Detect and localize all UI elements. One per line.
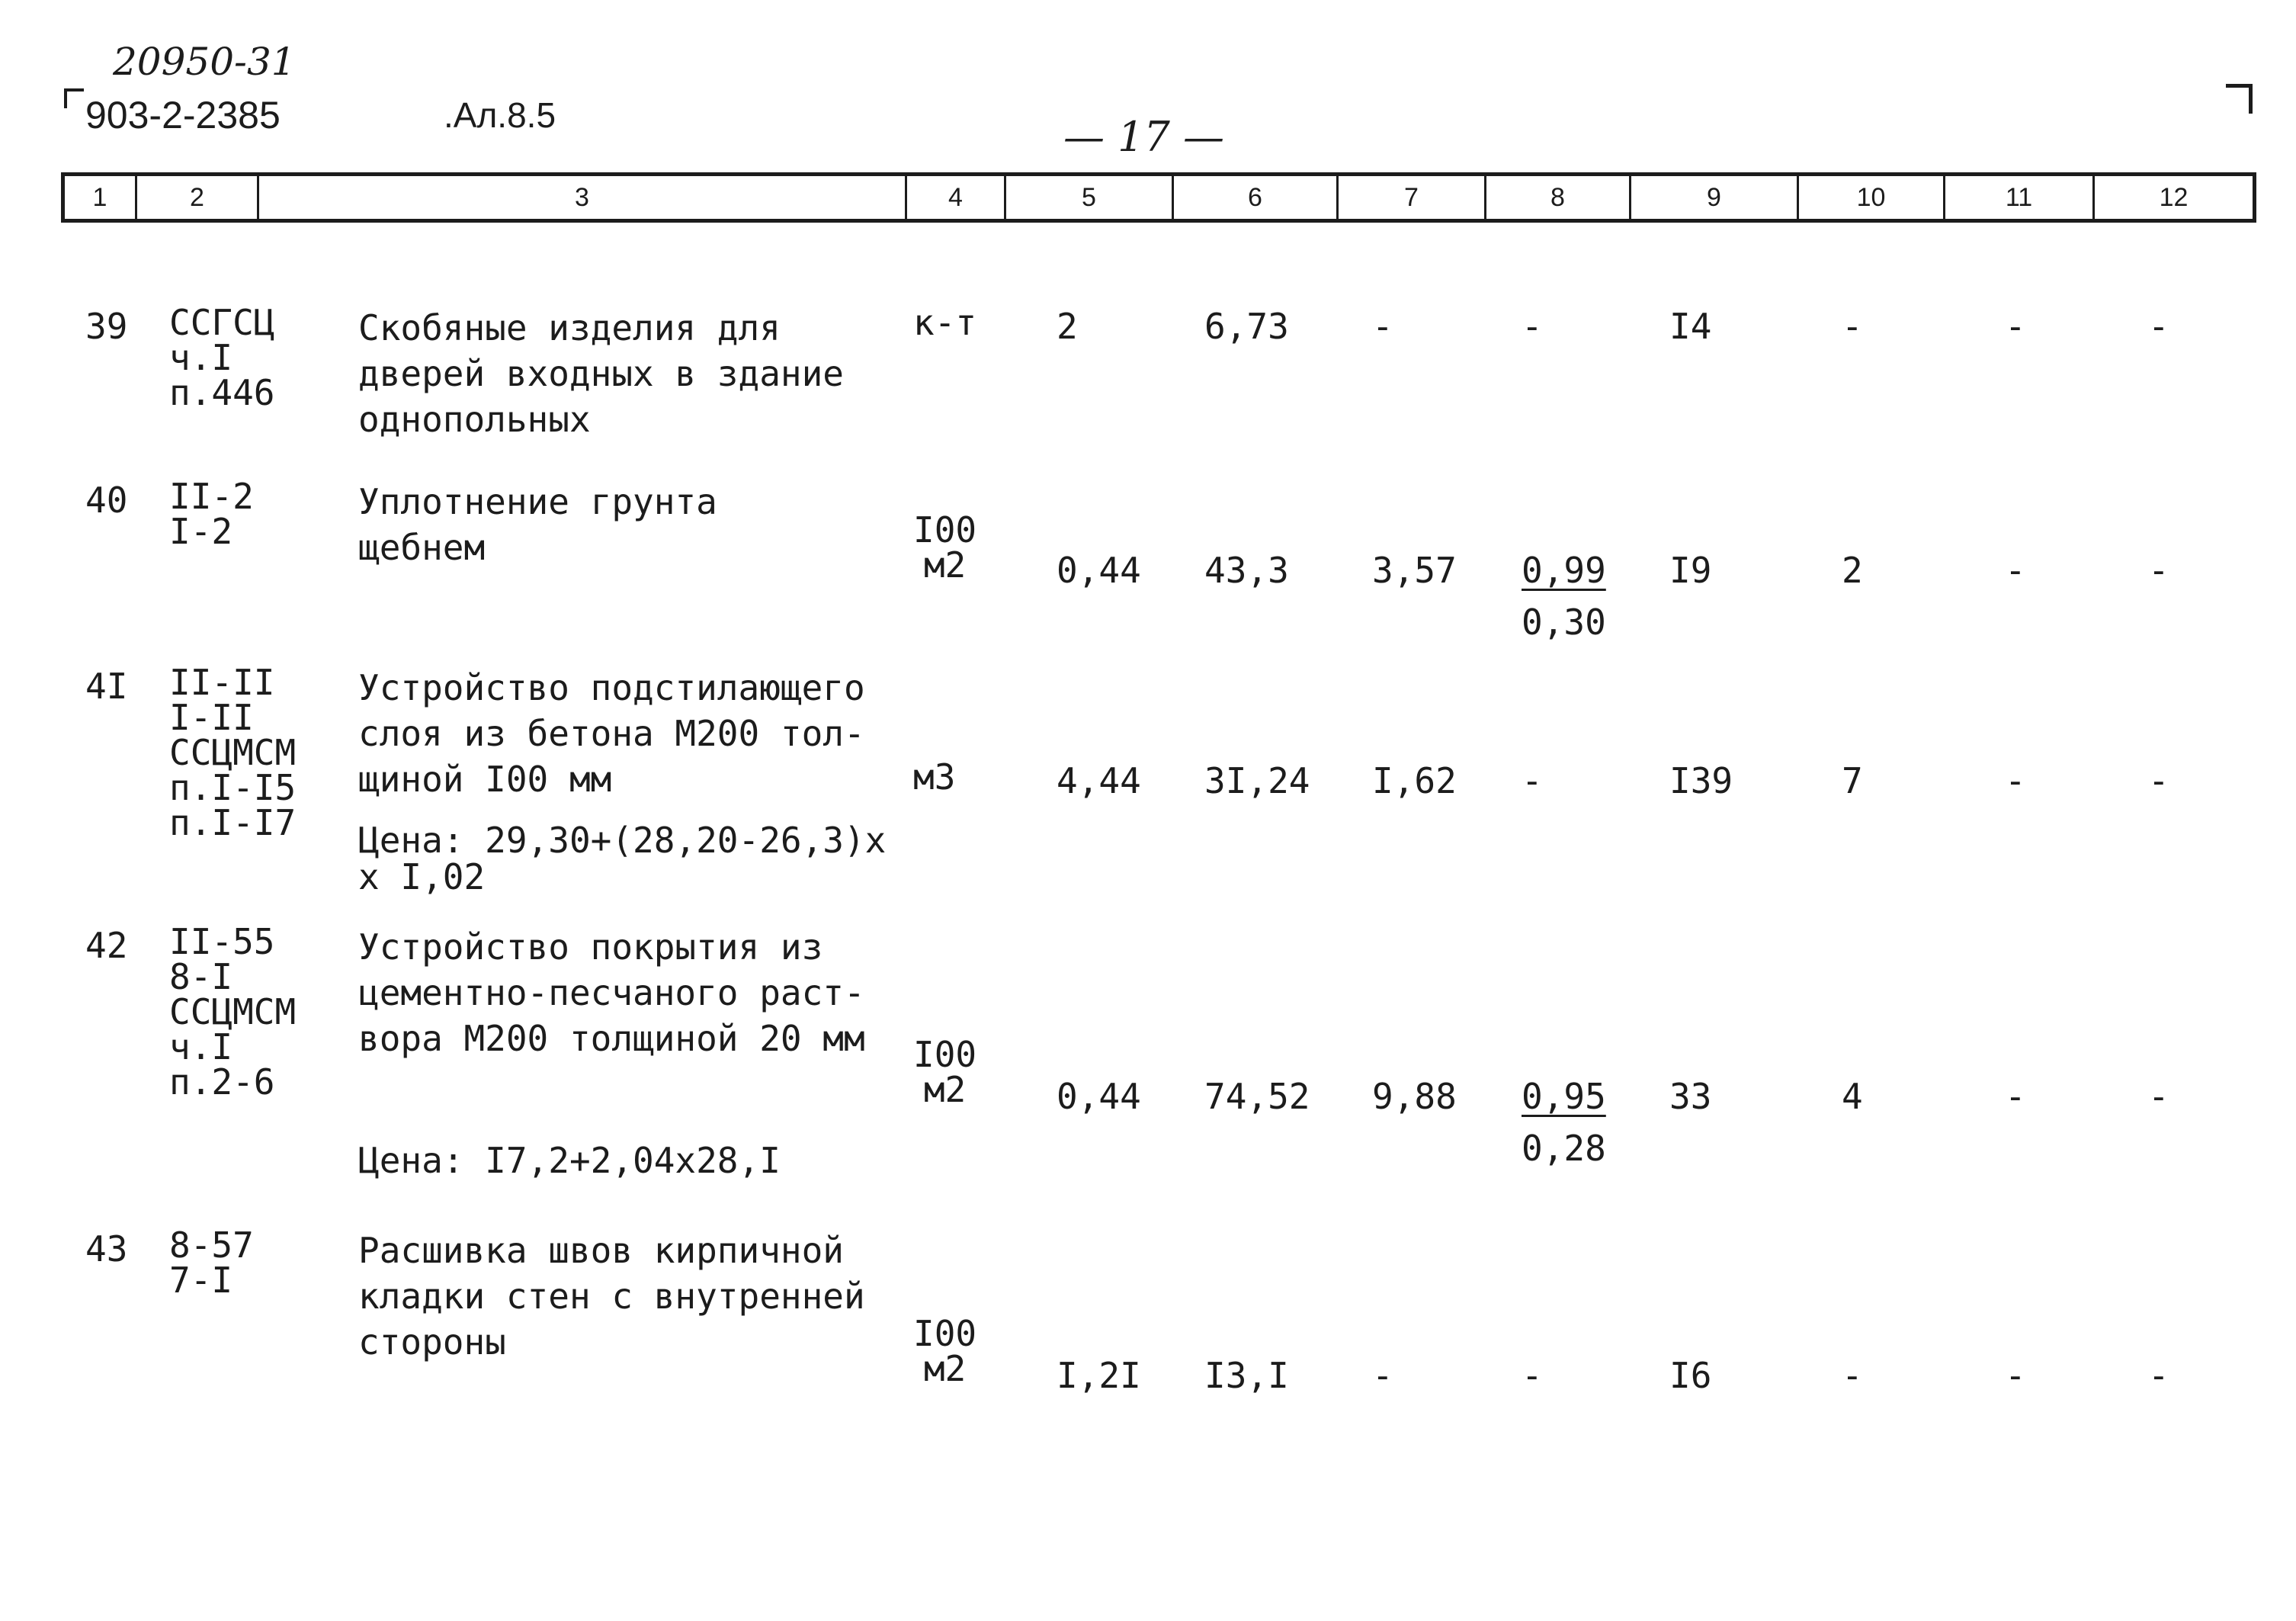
row-43-col8-top: - [1522,1355,1543,1396]
row-43-col6: I3,I [1204,1355,1289,1396]
column-header-6: 6 [1172,176,1336,219]
row-42-code [169,921,297,1103]
row-4I-description-line: слоя из бетона М200 тол- [358,713,865,754]
row-39-number: 39 [85,306,128,347]
corner-mark-right [2226,84,2253,114]
row-43-code-line: 8-57 [169,1225,254,1266]
row-4I-code-line: II-II [169,662,275,703]
row-43-col9: I6 [1669,1355,1712,1396]
row-43-col11: - [2005,1355,2026,1396]
row-39-description-line: Скобяные изделия для [358,307,781,348]
row-40-unit-line: I00 [913,509,977,550]
row-40-col8 [1522,549,1606,644]
row-4I-col7: I,62 [1372,760,1457,801]
row-4I-col12: - [2148,760,2169,801]
row-42-col8 [1522,1075,1606,1170]
row-43-description-line: стороны [358,1321,506,1363]
row-43-unit [913,1313,977,1389]
column-header-8: 8 [1484,176,1629,219]
row-40-col6: 43,3 [1204,550,1289,591]
row-42-col6: 74,52 [1204,1076,1310,1117]
row-39-col8 [1522,305,1543,348]
column-header-4: 4 [905,176,1004,219]
row-42-description-line: Устройство покрытия из [358,926,823,968]
column-header-1: 1 [92,182,107,212]
row-42-col7: 9,88 [1372,1076,1457,1117]
row-39-col9: I4 [1669,306,1712,347]
row-40-col5: 0,44 [1057,550,1141,591]
row-40-code-line: I-2 [169,511,233,552]
row-42-code-line: ССЦМСМ [169,991,297,1032]
row-42-number: 42 [85,925,128,966]
row-42-col12: - [2148,1076,2169,1117]
row-4I-price-note-line: Цена: 29,30+(28,20-26,3)x [358,820,887,861]
column-header-12: 12 [2092,176,2253,219]
row-40-col12: - [2148,550,2169,591]
row-40-code-line: II-2 [169,476,254,517]
row-42-unit-line: I00 [913,1034,977,1075]
row-4I-col11: - [2005,760,2026,801]
row-4I-col8 [1522,759,1543,802]
row-39-col6: 6,73 [1204,306,1289,347]
row-42-col5: 0,44 [1057,1076,1141,1117]
row-43-col5: I,2I [1057,1355,1141,1396]
row-4I-unit [913,756,956,798]
row-42-description [358,924,865,1061]
row-4I-description-line: Устройство подстилающего [358,667,865,708]
row-4I-description [358,665,865,802]
row-39-code-line: п.446 [169,372,275,413]
row-43-code [169,1225,254,1301]
row-40-description-line: Уплотнение грунта [358,481,717,522]
row-43-col7: - [1372,1355,1393,1396]
series-code: 903-2-2385 [85,94,281,136]
row-40-col7: 3,57 [1372,550,1457,591]
row-40-number: 40 [85,480,128,521]
row-42-unit [913,1034,977,1110]
row-39-description-line: дверей входных в здание [358,353,844,394]
column-header-7: 7 [1336,176,1484,219]
row-39-code-line: ч.I [169,337,233,378]
row-40-col8-bottom: 0,30 [1522,602,1606,643]
row-4I-col8-top: - [1522,760,1543,801]
row-43-description [358,1228,865,1365]
row-43-code-line: 7-I [169,1260,233,1301]
row-4I-code-line: п.I-I5 [169,767,297,808]
row-4I-code-line: ССЦМСМ [169,732,297,773]
row-39-code-line: ССГСЦ [169,302,275,343]
row-4I-col10: 7 [1842,760,1863,801]
row-39-col10: - [1842,306,1863,347]
row-40-col8-top: 0,99 [1522,550,1606,591]
row-4I-number: 4I [85,666,128,707]
row-42-description-line: цементно-песчаного раст- [358,972,865,1013]
row-4I-price-note [358,822,886,895]
row-4I-price-note-line: x I,02 [358,856,486,897]
row-40-col11: - [2005,550,2026,591]
row-39-unit-line: к-т [913,302,977,343]
row-42-price-note-line: Цена: I7,2+2,04x28,I [358,1140,781,1181]
row-39-col5: 2 [1057,306,1078,347]
row-42-col8-bottom: 0,28 [1522,1128,1606,1169]
handwritten-code: 20950-31 [113,40,296,84]
row-40-description [358,479,717,570]
column-header-11: 11 [1943,176,2092,219]
row-42-col10: 4 [1842,1076,1863,1117]
row-43-description-line: Расшивка швов кирпичной [358,1230,844,1271]
row-40-description-line: щебнем [358,527,486,568]
row-40-unit [913,509,977,586]
row-4I-code-line: п.I-I7 [169,802,297,843]
row-39-col8-top: - [1522,306,1543,347]
row-39-col7: - [1372,306,1393,347]
row-43-unit-line: I00 [913,1313,977,1354]
column-header-5: 5 [1004,176,1172,219]
row-4I-col9: I39 [1669,760,1733,801]
row-39-unit [913,302,977,343]
column-header-10: 10 [1797,176,1943,219]
row-4I-description-line: щиной I00 мм [358,759,612,800]
row-4I-unit-line: м3 [913,756,956,798]
row-42-price-note [358,1142,781,1179]
row-43-unit-line: м2 [923,1348,967,1389]
column-header-9: 9 [1629,176,1797,219]
row-39-col12: - [2148,306,2169,347]
row-42-code-line: II-55 [169,921,275,962]
row-42-description-line: вора М200 толщиной 20 мм [358,1018,865,1059]
row-40-col9: I9 [1669,550,1712,591]
row-42-code-line: п.2-6 [169,1061,275,1103]
row-42-col9: 33 [1669,1076,1712,1117]
column-header-3: 3 [257,176,905,219]
row-4I-col6: 3I,24 [1204,760,1310,801]
row-40-unit-line: м2 [923,544,967,586]
row-42-unit-line: м2 [923,1069,967,1110]
row-42-col11: - [2005,1076,2026,1117]
row-39-description [358,305,844,442]
row-42-code-line: 8-I [169,956,233,997]
column-header-row [61,172,2256,223]
row-40-code [169,476,254,552]
row-43-col10: - [1842,1355,1863,1396]
row-43-col8 [1522,1354,1543,1397]
row-43-description-line: кладки стен с внутренней [358,1276,865,1317]
row-4I-code-line: I-II [169,697,254,738]
row-4I-col5: 4,44 [1057,760,1141,801]
corner-mark-left [64,88,84,108]
row-43-col12: - [2148,1355,2169,1396]
row-4I-code [169,662,297,843]
row-39-code [169,302,275,413]
row-40-col10: 2 [1842,550,1863,591]
page-number: — 17 — [1063,113,1225,161]
row-42-col8-top: 0,95 [1522,1076,1606,1117]
column-header-2: 2 [135,176,257,219]
row-39-col11: - [2005,306,2026,347]
album-code: .Ал.8.5 [444,95,556,135]
row-39-description-line: однопольных [358,399,591,440]
row-43-number: 43 [85,1228,128,1270]
row-42-code-line: ч.I [169,1026,233,1067]
